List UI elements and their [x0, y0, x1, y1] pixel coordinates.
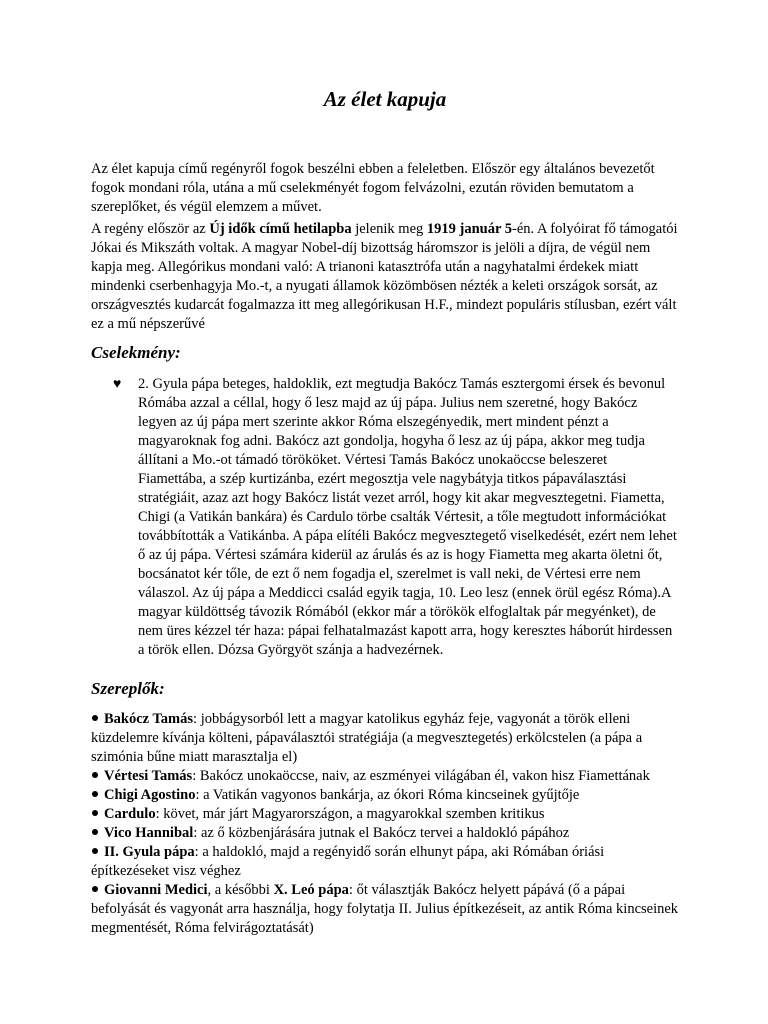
document-title: Az élet kapuja [323, 87, 447, 111]
character-name: Cardulo [104, 806, 156, 822]
bullet-icon [92, 715, 98, 721]
character-description: : követ, már járt Magyarországon, a magyarokkal szemben kritikus [155, 806, 545, 822]
bullet-icon [92, 848, 98, 854]
intro-paragraph-2 [91, 220, 679, 334]
intro2-text-c: jelenik meg [351, 221, 427, 237]
character-description: : Bakócz unokaöccse, naiv, az eszményei világában él, vakon hisz Fiamettának [192, 768, 650, 784]
character-name: Chigi Agostino [104, 787, 196, 803]
bullet-icon [92, 829, 98, 835]
list-item [91, 881, 679, 938]
bullet-icon [92, 810, 98, 816]
bullet-icon [92, 772, 98, 778]
bullet-icon [92, 791, 98, 797]
character-name: Vico Hannibal [104, 825, 194, 841]
character-name: Giovanni Medici [104, 882, 208, 898]
heart-bullet-icon: ♥ [113, 377, 122, 392]
bullet-icon [92, 886, 98, 892]
intro2-bold-publication: Új idők című hetilapba [209, 221, 352, 237]
list-item [91, 786, 679, 805]
character-description: : az ő közbenjárására jutnak el Bakócz tervei a haldokló pápához [193, 825, 570, 841]
characters-heading: Szereplők: [91, 679, 165, 698]
intro-paragraph-1: Az élet kapuja című regényről fogok beszélni ebben a feleletben. Először egy általános bevezetőt fogok mondani róla, utána a mű cselekményét fogom felvázolni, ezután röviden bemutatom a szereplőket, és végül elemzem a művet. [91, 161, 655, 215]
list-item [91, 805, 679, 824]
character-description: : őt választják Bakócz helyett pápává (ő a pápai befolyását és vagyonát arra használja, hogy folytatja II. Julius építkezéseit, az antik Róma kincseinek megmentését, Róma felvirágoztatását) [91, 882, 679, 936]
character-name: II. Gyula pápa [104, 844, 195, 860]
character-text-mid: , a későbbi [207, 882, 274, 898]
character-name-alt: X. Leó pápa [273, 882, 349, 898]
plot-heading: Cselekmény: [91, 343, 181, 362]
plot-paragraph: 2. Gyula pápa beteges, haldoklik, ezt megtudja Bakócz Tamás esztergomi érsek és bevonul Rómába azzal a céllal, hogy ő lesz majd az új pápa. Julius nem szeretné, hogy Bakócz legyen az új pápa mert szerinte akkor Róma elszegényedik, mert mindent pénzt a magyaroknak fog adni. Bakócz azt gondolja, hogyha ő lesz az új pápa, akkor meg tudja állítani a Mo.-ot támadó törököket. Vértesi Tamás Bakócz unokaöccse beleszeret Fiamettába, a szép kurtizánba, ezért megosztja vele nagybátyja titkos pápaválasztási stratégiáit, azaz azt hogy Bakócz listát vezet arról, hogy kit akar megvesztegetni. Fiametta, Chigi (a Vatikán bankára) és Cardulo törbe csalták Vértesit, a tőle megtudott információkat továbbították a Vatikánba. A pápa elítéli Bakócz megvesztegető viselkedését, ezért nem lehet ő az új pápa. Vértesi számára kiderül az árulás és az is hogy Fiametta meg akarta öletni őt, bocsánatot kér tőle, de ezt ő nem fogadja el, szerelmet is vall neki, de Vértesi erre nem válaszol. Az új pápa a Meddicci család egyik tagja, 10. Leo lesz (ennek örül egész Róma).A magyar küldöttség távozik Rómából (ekkor már a törökök elfoglaltak pár megyénket), de nem üres kézzel tér haza: pápai felhatalmazást kapott arra, hogy keresztes háborút hirdessen a török ellen. Dózsa Györgyöt szánja a hadvezérnek. [138, 376, 677, 658]
character-description: : a haldokló, majd a regényidő során elhunyt pápa, aki Rómában óriási építkezéseket visz véghez [91, 844, 605, 879]
intro2-text-a: A regény először az [91, 221, 210, 237]
character-description: : jobbágysorból lett a magyar katolikus egyház feje, vagyonát a török elleni küzdelemre kívánja költeni, pápaválasztói stratégiája (a megvesztegetés) erkölcstelen (a pápa a szimónia bűne miatt marasztalja el) [91, 711, 643, 765]
list-item [91, 710, 679, 767]
character-name: Vértesi Tamás [104, 768, 193, 784]
list-item [91, 767, 679, 786]
intro2-bold-date: 1919 január 5 [426, 221, 513, 237]
list-item [91, 824, 679, 843]
characters-list [91, 710, 679, 938]
character-description: : a Vatikán vagyonos bankárja, az ókori Róma kincseinek gyűjtője [195, 787, 580, 803]
list-item [91, 843, 679, 881]
intro2-text-d: -én. A folyóirat fő támogatói Jókai és Mikszáth voltak. A magyar Nobel-díj bizottság háromszor is jelöli a díjra, de végül nem kapja meg. Allegórikus mondani való: A trianoni katasztrófa után a nagyhatalmi érdekek miatt mindenki cserbenhagyja Mo.-t, a nyugati államok közömbösen nézték a keleti országok sorsát, az országvesztés kudarcát fogalmazza itt meg allegórikusan H.F., mindezt populáris stílusban, ezért vált ez a mű népszerűvé [91, 221, 678, 332]
character-name: Bakócz Tamás [104, 711, 194, 727]
